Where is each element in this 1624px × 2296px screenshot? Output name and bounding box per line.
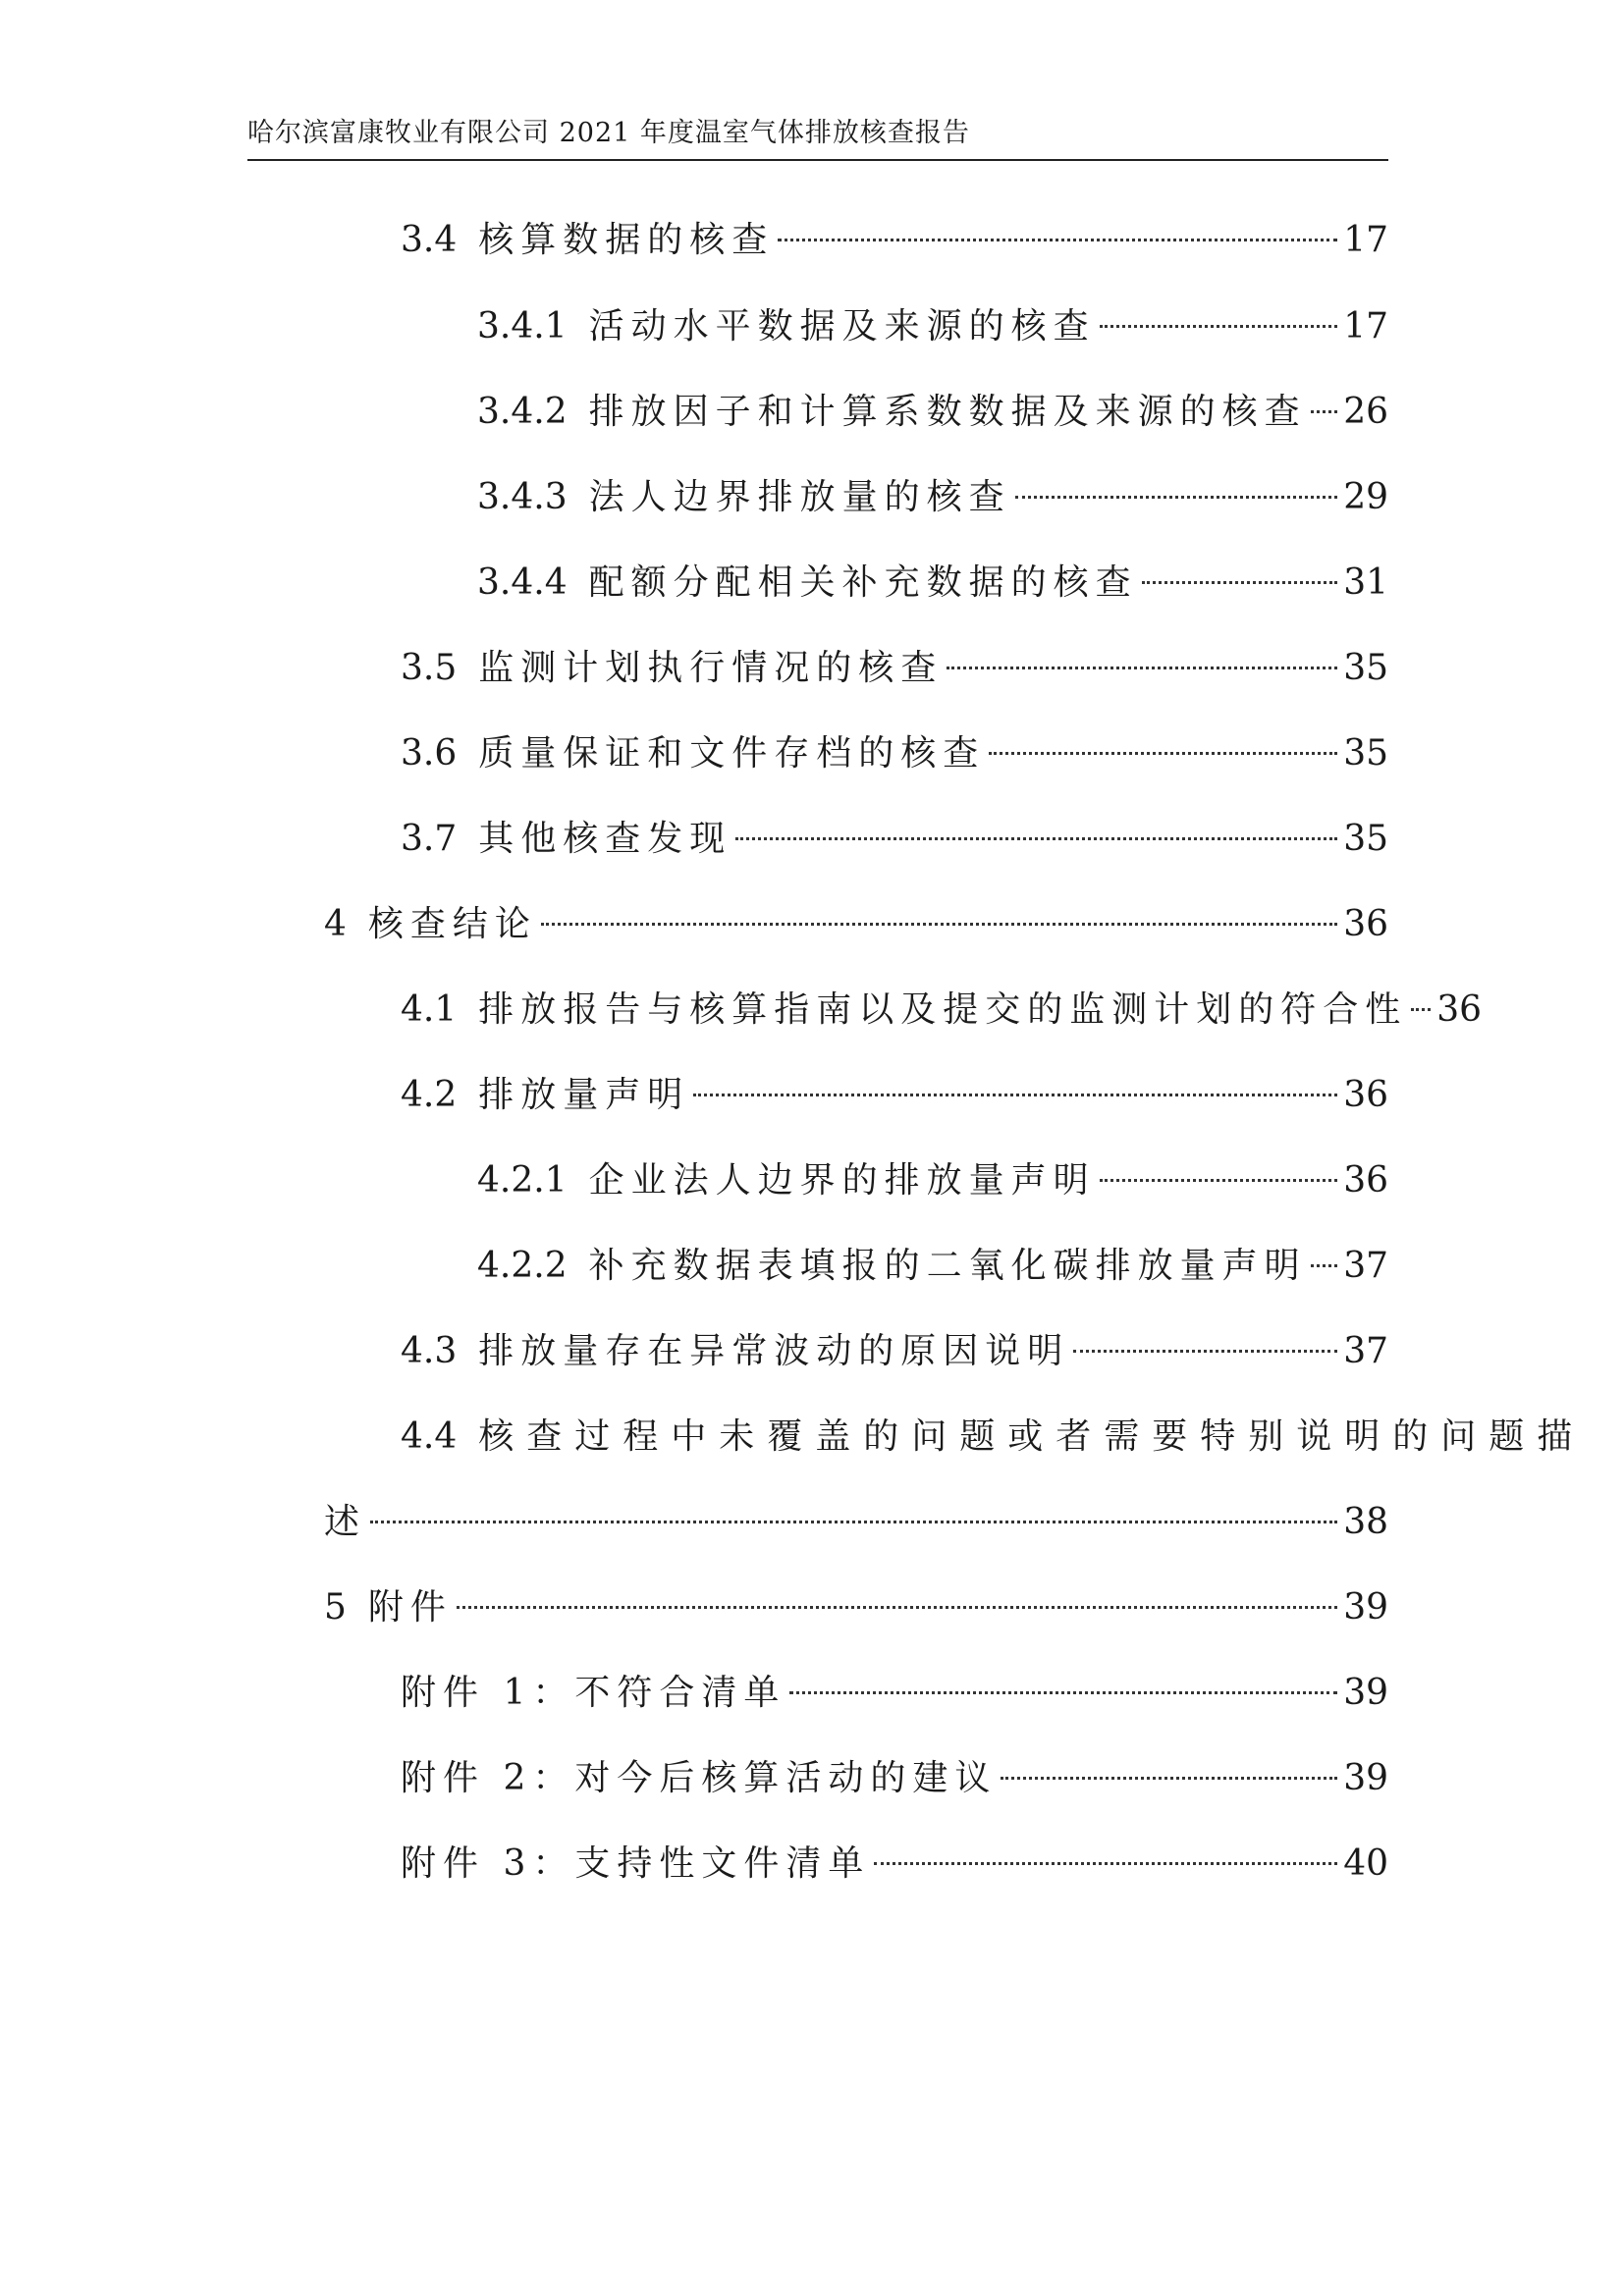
toc-page-number: 39 xyxy=(1343,1758,1388,1798)
toc-number: 4.2 xyxy=(401,1075,458,1115)
toc-number: 3.7 xyxy=(401,819,458,859)
toc-leader-dots xyxy=(457,1606,1337,1609)
toc-title: 活动水平数据及来源的核查 xyxy=(588,306,1096,347)
toc-number: 3.4.3 xyxy=(477,477,568,517)
toc-title: 其他核查发现 xyxy=(478,819,732,859)
toc-page-number: 36 xyxy=(1343,1160,1388,1201)
toc-entry[interactable] xyxy=(477,297,1388,356)
toc-title: 法人边界排放量的核查 xyxy=(588,477,1011,517)
toc-page-number: 35 xyxy=(1343,648,1388,688)
header-text: 哈尔滨富康牧业有限公司 2021 年度温室气体排放核查报告 xyxy=(247,118,970,148)
toc-number: 3.4.4 xyxy=(477,562,568,603)
toc-leader-dots xyxy=(1001,1777,1337,1780)
toc-number: 4.2.2 xyxy=(477,1246,568,1286)
toc-leader-dots xyxy=(370,1521,1337,1523)
toc-entry[interactable] xyxy=(477,1151,1388,1210)
toc-leader-dots xyxy=(1311,1264,1338,1267)
toc-entry[interactable] xyxy=(401,1322,1388,1381)
toc-leader-dots xyxy=(1311,410,1338,413)
toc-entry[interactable] xyxy=(324,1578,1388,1637)
toc-leader-dots xyxy=(735,837,1337,840)
toc-leader-dots xyxy=(778,239,1337,241)
toc-title: 配额分配相关补充数据的核查 xyxy=(588,562,1138,603)
toc-entry[interactable] xyxy=(401,981,1483,1040)
toc-entry[interactable] xyxy=(401,211,1388,270)
toc-entry[interactable] xyxy=(401,1664,1388,1723)
toc-title-continued: 述 xyxy=(324,1502,367,1542)
toc-page-number: 37 xyxy=(1343,1246,1388,1286)
toc-leader-dots xyxy=(693,1094,1337,1096)
toc-entry[interactable] xyxy=(401,810,1388,869)
toc-title: 附件 2：对今后核算活动的建议 xyxy=(401,1758,998,1798)
toc-entry[interactable] xyxy=(401,1066,1388,1125)
toc-page-number: 36 xyxy=(1343,904,1388,944)
toc-entry[interactable] xyxy=(401,1749,1388,1808)
toc-entry[interactable] xyxy=(477,468,1388,527)
toc-title: 附件 xyxy=(367,1587,453,1628)
toc-page-number: 26 xyxy=(1343,392,1388,432)
toc-title: 排放因子和计算系数数据及来源的核查 xyxy=(588,392,1307,432)
toc-entry[interactable] xyxy=(324,895,1388,954)
toc-entry[interactable] xyxy=(401,724,1388,783)
toc-leader-dots xyxy=(874,1862,1337,1865)
toc-page-number: 36 xyxy=(1436,989,1483,1030)
toc-page-number: 39 xyxy=(1343,1587,1388,1628)
toc-number: 3.6 xyxy=(401,733,458,774)
toc-leader-dots xyxy=(947,667,1337,669)
toc-page-number: 29 xyxy=(1343,477,1388,517)
toc-entry[interactable] xyxy=(477,1237,1388,1296)
toc-page-number: 39 xyxy=(1343,1673,1388,1713)
toc-leader-dots xyxy=(1100,1179,1338,1182)
toc-entry[interactable] xyxy=(477,554,1388,613)
toc-number: 4.4 xyxy=(401,1416,458,1457)
toc-title: 补充数据表填报的二氧化碳排放量声明 xyxy=(588,1246,1307,1286)
toc-leader-dots xyxy=(789,1691,1337,1694)
toc-leader-dots xyxy=(541,923,1337,926)
toc-title: 企业法人边界的排放量声明 xyxy=(588,1160,1096,1201)
toc-title: 监测计划执行情况的核查 xyxy=(478,648,944,688)
toc-title: 核算数据的核查 xyxy=(478,220,775,260)
toc-number: 3.4 xyxy=(401,220,458,260)
toc-leader-dots xyxy=(1015,496,1338,499)
toc-entry[interactable] xyxy=(477,383,1388,442)
toc-page-number: 38 xyxy=(1343,1502,1388,1542)
toc-number: 5 xyxy=(324,1587,347,1628)
toc-leader-dots xyxy=(1411,1008,1431,1011)
toc-number: 3.4.1 xyxy=(477,306,568,347)
toc-page-number: 17 xyxy=(1343,220,1388,260)
toc-title: 排放量声明 xyxy=(478,1075,690,1115)
toc-page-number: 36 xyxy=(1343,1075,1388,1115)
toc-title: 核查结论 xyxy=(367,904,537,944)
toc-page-number: 35 xyxy=(1343,819,1388,859)
toc-number: 3.5 xyxy=(401,648,458,688)
toc-title: 质量保证和文件存档的核查 xyxy=(478,733,986,774)
toc-entry[interactable] xyxy=(401,1835,1388,1894)
toc-page-number: 35 xyxy=(1343,733,1388,774)
toc-number: 4.3 xyxy=(401,1331,458,1371)
toc-title: 附件 3：支持性文件清单 xyxy=(401,1843,871,1884)
toc-number: 4 xyxy=(324,904,347,944)
toc-page-number: 31 xyxy=(1343,562,1388,603)
toc-number: 3.4.2 xyxy=(477,392,568,432)
toc-title: 附件 1：不符合清单 xyxy=(401,1673,786,1713)
toc-entry-wrapped-continuation[interactable] xyxy=(324,1493,1388,1552)
toc-page-number: 37 xyxy=(1343,1331,1388,1371)
toc-leader-dots xyxy=(1142,581,1338,584)
toc-page-number: 17 xyxy=(1343,306,1388,347)
toc-entry[interactable] xyxy=(401,639,1388,698)
toc-leader-dots xyxy=(1073,1350,1337,1353)
toc-leader-dots xyxy=(989,752,1337,755)
toc-number: 4.2.1 xyxy=(477,1160,568,1201)
toc-title: 排放量存在异常波动的原因说明 xyxy=(478,1331,1070,1371)
toc-entry-wrapped-first-line[interactable] xyxy=(401,1408,1586,1467)
toc-number: 4.1 xyxy=(401,989,458,1030)
toc-title: 排放报告与核算指南以及提交的监测计划的符合性 xyxy=(478,989,1408,1030)
toc-leader-dots xyxy=(1100,325,1338,328)
toc-page-number: 40 xyxy=(1343,1843,1388,1884)
toc-title: 核查过程中未覆盖的问题或者需要特别说明的问题描 xyxy=(478,1416,1586,1457)
